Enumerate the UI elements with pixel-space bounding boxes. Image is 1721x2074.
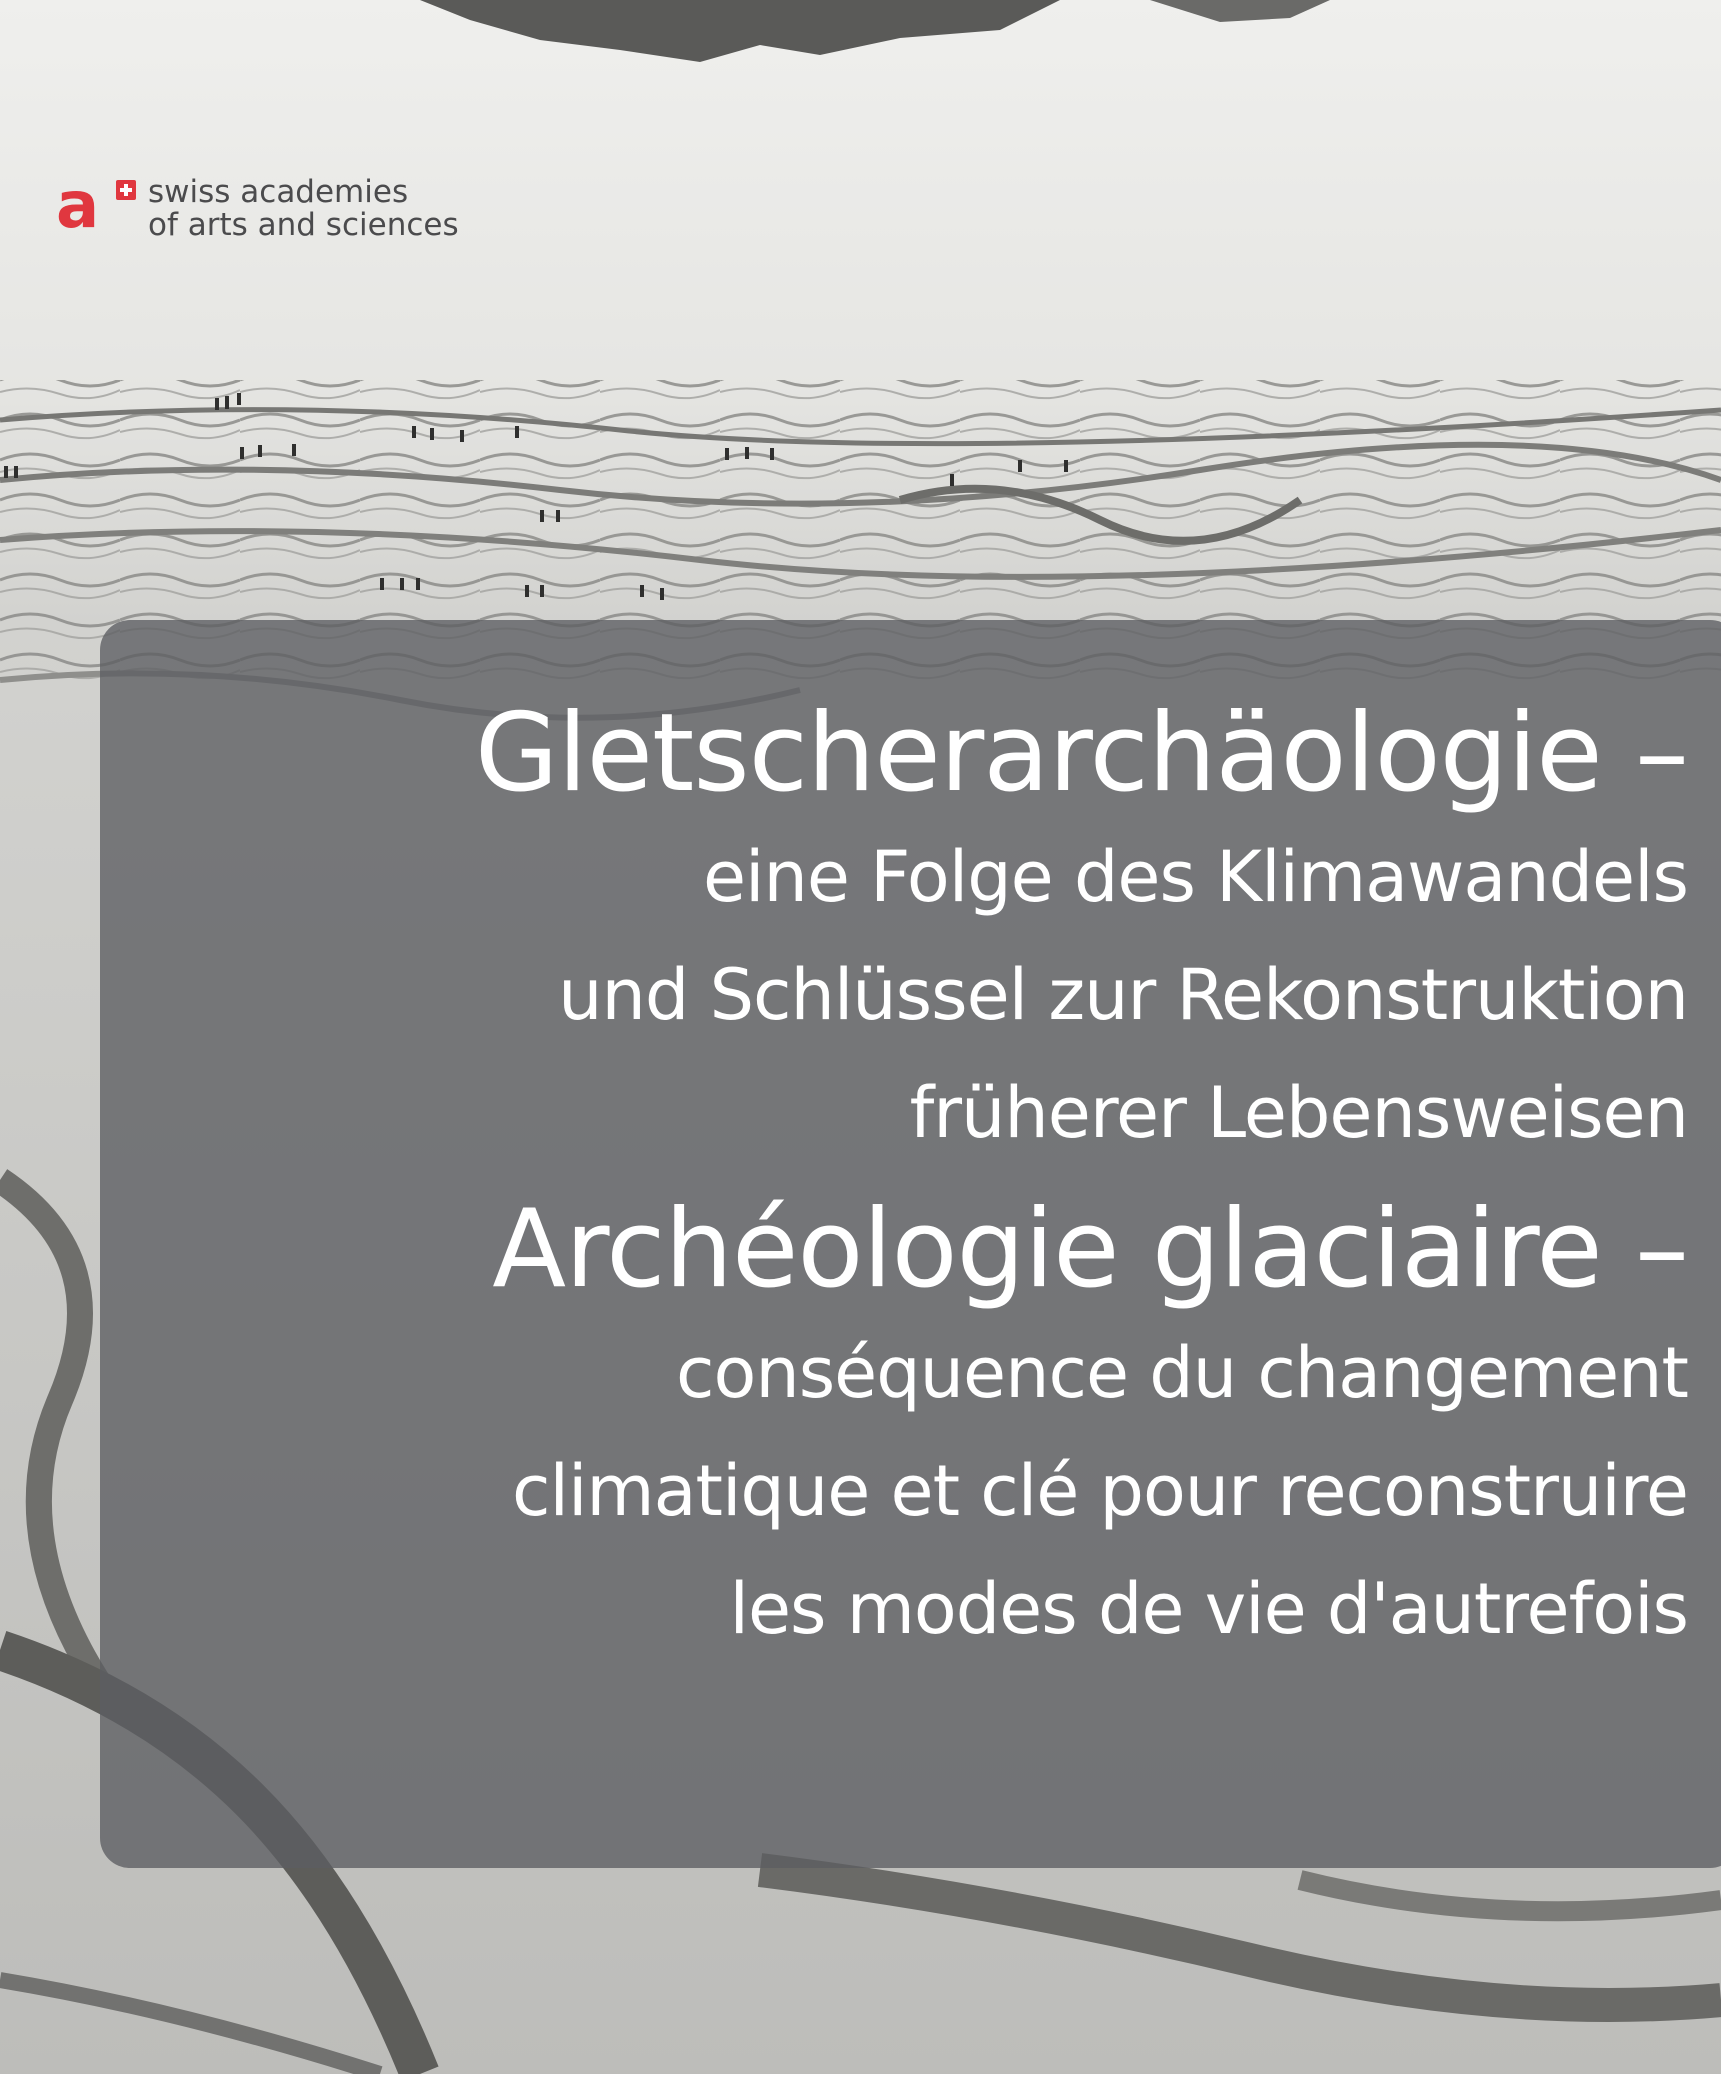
title-fr-sub-3: les modes de vie d'autrefois bbox=[729, 1568, 1688, 1650]
logo-text bbox=[148, 176, 459, 242]
title-de-main: Gletscherarchäologie – bbox=[474, 691, 1688, 816]
title-fr-main: Archéologie glaciaire – bbox=[492, 1187, 1688, 1312]
logo bbox=[56, 169, 496, 246]
title-de-sub-3: früherer Lebensweisen bbox=[909, 1072, 1688, 1154]
logo-line-1: swiss academies bbox=[148, 174, 409, 210]
titles bbox=[128, 690, 1688, 1668]
title-fr-sub-2: climatique et clé pour reconstruire bbox=[512, 1450, 1688, 1532]
title-de-sub-1: eine Folge des Klimawandels bbox=[702, 836, 1688, 918]
title-de-sub-2: und Schlüssel zur Rekonstruktion bbox=[558, 954, 1688, 1036]
logo-line-2: of arts and sciences bbox=[148, 207, 459, 243]
logo-mark: a bbox=[56, 169, 100, 243]
title-fr-sub-1: conséquence du changement bbox=[676, 1332, 1688, 1414]
swiss-cross-icon bbox=[116, 180, 136, 200]
